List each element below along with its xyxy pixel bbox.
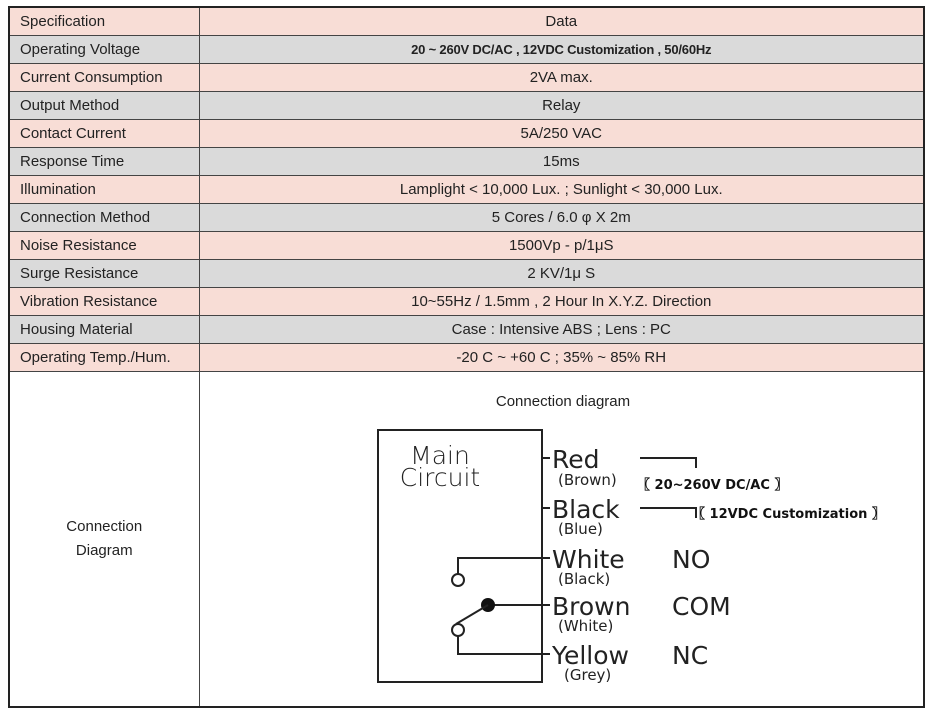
role-nc: NC (671, 641, 708, 670)
spec-value: Case : Intensive ABS ; Lens : PC (199, 316, 924, 344)
connection-diagram-label (9, 372, 199, 708)
main-circuit-label-2: Circuit (399, 463, 480, 492)
spec-value: 5 Cores / 6.0 φ X 2m (199, 204, 924, 232)
wire-label-white: White (551, 545, 625, 574)
spec-label: Illumination (9, 176, 199, 204)
wire-sub-black: (Blue) (557, 520, 603, 538)
relay-no-lead (458, 558, 542, 574)
spec-value: 1500Vp - p/1μS (199, 232, 924, 260)
table-row (9, 316, 924, 344)
wire-label-black: Black (551, 495, 620, 524)
wire-label-yellow: Yellow (551, 641, 629, 670)
table-row (9, 204, 924, 232)
spec-label: Output Method (9, 92, 199, 120)
spec-value: 15ms (199, 148, 924, 176)
wire-sub-red: (Brown) (557, 471, 617, 489)
table-row (9, 36, 924, 64)
power-bracket-ac (640, 458, 696, 468)
relay-nc-contact (452, 624, 464, 636)
table-row (9, 260, 924, 288)
spec-value: 20 ~ 260V DC/AC , 12VDC Customization , 50/60Hz (199, 36, 924, 64)
note-power-ac: 〖 20~260V DC/AC 〗 (636, 478, 787, 493)
table-row (9, 288, 924, 316)
spec-value: -20 C ~ +60 C ; 35% ~ 85% RH (199, 344, 924, 372)
table-row (9, 176, 924, 204)
diagram-label-line1: Connection (66, 518, 143, 535)
connection-diagram (200, 372, 925, 706)
spec-label: Contact Current (9, 120, 199, 148)
table-row (9, 92, 924, 120)
relay-nc-lead (458, 636, 542, 654)
note-power-dc: 〖 12VDC Customization 〗 (691, 507, 885, 522)
role-no: NO (671, 545, 710, 574)
relay-no-contact (452, 574, 464, 586)
spec-value: Lamplight < 10,000 Lux. ; Sunlight < 30,000 Lux. (199, 176, 924, 204)
spec-label: Operating Voltage (9, 36, 199, 64)
table-row (9, 344, 924, 372)
spec-value: 10~55Hz / 1.5mm , 2 Hour In X.Y.Z. Direction (199, 288, 924, 316)
spec-label: Current Consumption (9, 64, 199, 92)
spec-label: Surge Resistance (9, 260, 199, 288)
wire-label-red: Red (551, 445, 599, 474)
spec-value: 5A/250 VAC (199, 120, 924, 148)
table-row (9, 148, 924, 176)
spec-value: 2VA max. (199, 64, 924, 92)
header-data: Data (199, 7, 924, 36)
wire-label-brown: Brown (551, 592, 630, 621)
spec-label: Vibration Resistance (9, 288, 199, 316)
spec-label: Operating Temp./Hum. (9, 344, 199, 372)
connection-diagram-cell (199, 372, 924, 708)
table-row (9, 120, 924, 148)
relay-arm (456, 605, 488, 624)
header-specification: Specification (9, 7, 199, 36)
role-com: COM (671, 592, 731, 621)
diagram-title: Connection diagram (495, 393, 630, 410)
wire-sub-yellow: (Grey) (563, 666, 611, 684)
spec-label: Housing Material (9, 316, 199, 344)
table-row (9, 64, 924, 92)
spec-label: Response Time (9, 148, 199, 176)
connection-diagram-row (9, 372, 924, 708)
specification-table (8, 6, 925, 708)
diagram-label-line2: Diagram (75, 542, 133, 559)
table-header-row (9, 7, 924, 36)
wire-sub-white: (Black) (557, 570, 610, 588)
spec-label: Noise Resistance (9, 232, 199, 260)
spec-value: Relay (199, 92, 924, 120)
main-circuit-label-1: Main (409, 441, 470, 470)
spec-value: 2 KV/1μ S (199, 260, 924, 288)
power-bracket-dc (640, 508, 696, 518)
table-row (9, 232, 924, 260)
wire-sub-brown: (White) (557, 617, 613, 635)
spec-label: Connection Method (9, 204, 199, 232)
